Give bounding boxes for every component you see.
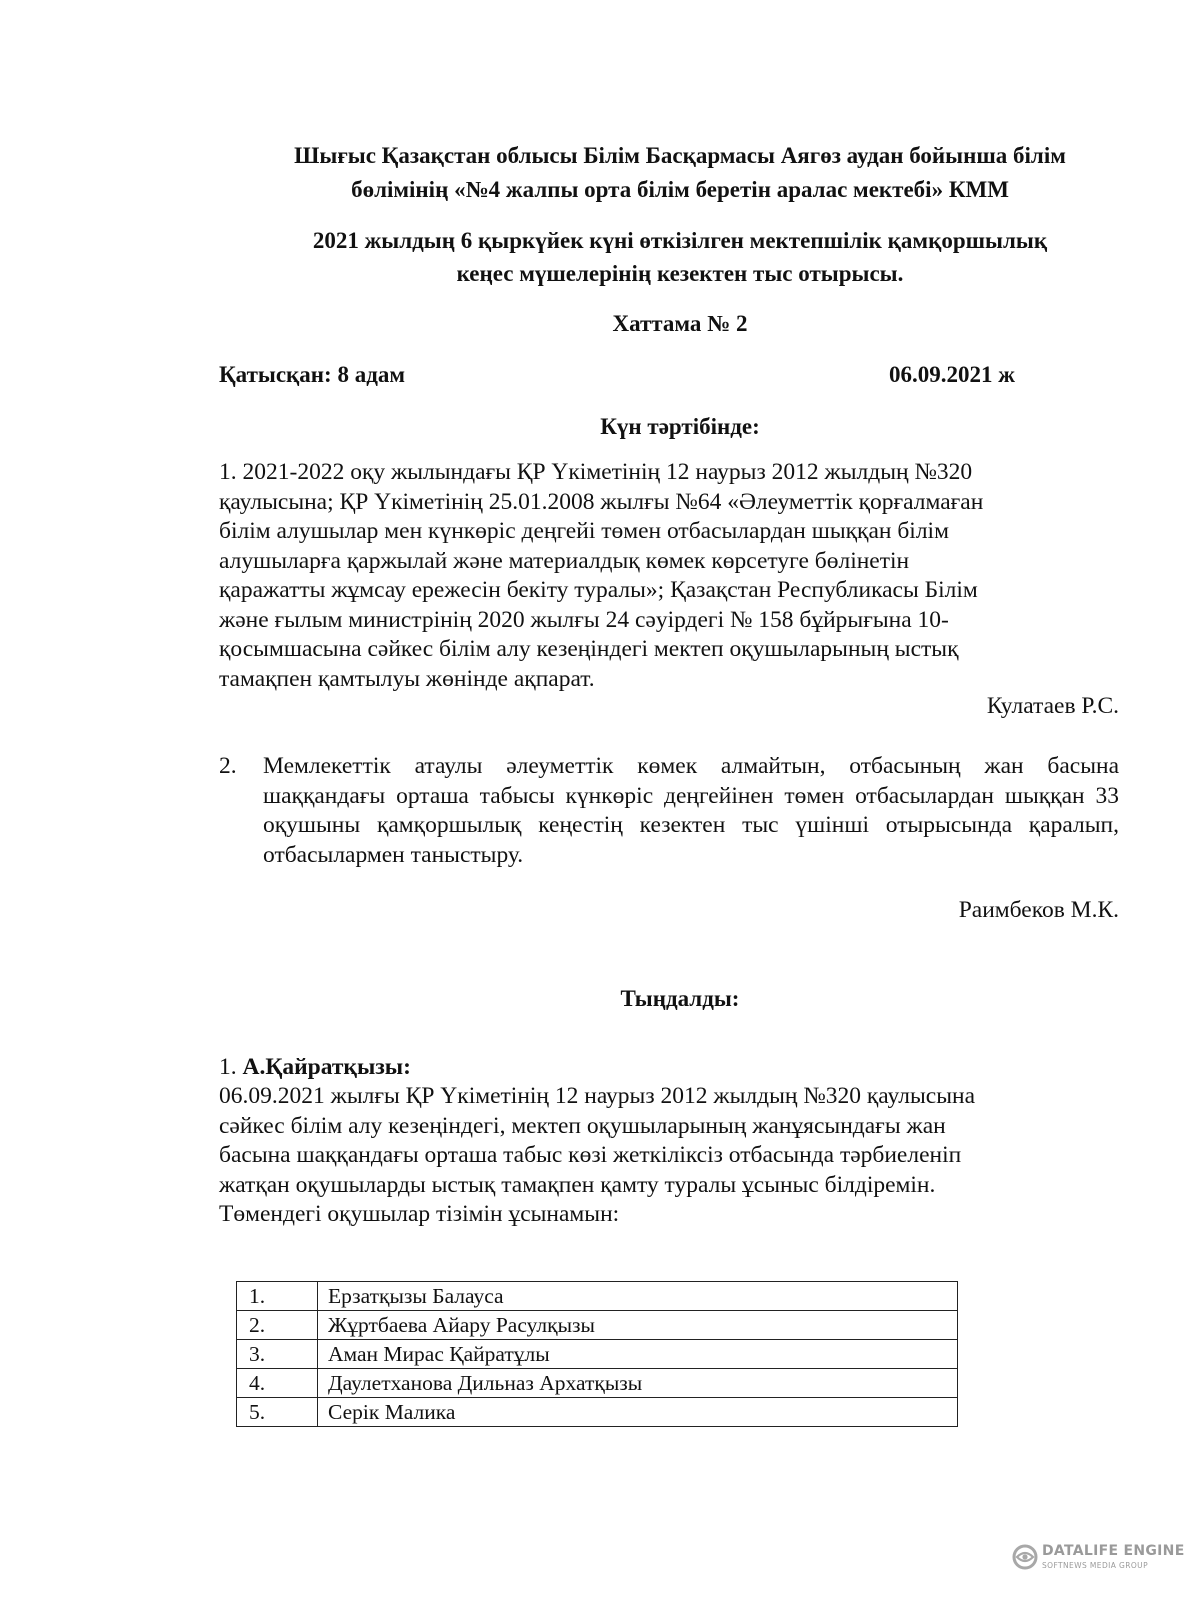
agenda-item-1-line: білім алушылар мен күнкөріс деңгейі төмен отбасылардан шыққан білім: [219, 518, 949, 544]
table-row: [237, 1340, 958, 1369]
agenda-item-2-number: 2.: [219, 753, 237, 779]
heard-line: басына шаққандағы орташа табыс көзі жеткіліксіз отбасында тәрбиеленіп: [219, 1142, 962, 1168]
heard-statement: [219, 1082, 1119, 1230]
row-number: 1.: [237, 1282, 318, 1311]
meeting-date: 06.09.2021 ж: [889, 362, 1015, 387]
table-row: [237, 1369, 958, 1398]
table-row: [237, 1282, 958, 1311]
agenda-item-2-speaker: Раимбеков М.К.: [958, 897, 1119, 923]
agenda-item-1: [219, 458, 1119, 694]
student-name: Серік Малика: [318, 1398, 958, 1427]
table-row: [237, 1311, 958, 1340]
agenda-item-1-speaker: Кулатаев Р.С.: [986, 693, 1119, 719]
eye-logo-icon: [1012, 1544, 1038, 1570]
watermark-subtitle: SOFTNEWS MEDIA GROUP: [1042, 1561, 1148, 1570]
watermark-title: DATALIFE ENGINE: [1042, 1543, 1185, 1559]
meeting-title-line-2: кеңес мүшелерінің кезектен тыс отырысы.: [456, 261, 904, 286]
org-title-line-2: бөлімінің «№4 жалпы орта білім беретін аралас мектебі» КММ: [351, 177, 1009, 202]
student-name: Аман Мирас Қайратұлы: [318, 1340, 958, 1369]
agenda-item-2-text: Мемлекеттік атаулы әлеуметтік көмек алмайтын, отбасының жан басына шаққандағы орташа табысы күнкөріс деңгейінен төмен отбасылардан шыққан 33 оқушыны қамқоршылық кеңестің кезектен тыс үшінші отырысында қаралып, отбасылармен таныстыру.: [263, 753, 1119, 868]
heard-line: Төмендегі оқушылар тізімін ұсынамын:: [219, 1201, 620, 1227]
meeting-title-line-1: 2021 жылдың 6 қыркүйек күні өткізілген мектепшілік қамқоршылық: [312, 228, 1048, 253]
table-row: [237, 1398, 958, 1427]
heard-line: жатқан оқушыларды ыстық тамақпен қамту туралы ұсыныс білдіремін.: [219, 1171, 936, 1198]
agenda-item-1-line: 1. 2021-2022 оқу жылындағы ҚР Үкіметінің 12 наурыз 2012 жылдың №320: [219, 459, 973, 485]
agenda-item-1-line: алушыларға қаржылай және материалдық көмек көрсетуге бөлінетін: [219, 547, 910, 574]
org-title-line-1: Шығыс Қазақстан облысы Білім Басқармасы Аягөз аудан бойынша білім: [294, 143, 1066, 168]
agenda-item-1-line: тамақпен қамтылуы жөнінде ақпарат.: [219, 665, 595, 692]
agenda-item-1-line: қаражатты жұмсау ережесін бекіту туралы»; Қазақстан Республикасы Білім: [219, 577, 978, 603]
student-name: Даулетханова Дильназ Архатқызы: [318, 1369, 958, 1398]
row-number: 3.: [237, 1340, 318, 1369]
heard-line: сәйкес білім алу кезеңіндегі, мектеп оқушыларының жанұясындағы жан: [219, 1112, 946, 1139]
row-number: 2.: [237, 1311, 318, 1340]
student-name: Ерзатқызы Балауса: [318, 1282, 958, 1311]
heard-title: Тыңдалды:: [620, 986, 740, 1011]
heard-speaker-name: А.Қайратқызы:: [242, 1054, 411, 1080]
heard-line: 06.09.2021 жылғы ҚР Үкіметінің 12 наурыз 2012 жылдың №320 қаулысына: [219, 1083, 975, 1109]
protocol-title: Хаттама № 2: [612, 311, 748, 336]
row-number: 4.: [237, 1369, 318, 1398]
agenda-item-1-line: қосымшасына сәйкес білім алу кезеңіндегі мектеп оқушыларының ыстық: [219, 636, 959, 662]
agenda-item-1-line: және ғылым министрінің 2020 жылғы 24 сәуірдегі № 158 бұйрығына 10-: [219, 606, 949, 633]
row-number: 5.: [237, 1398, 318, 1427]
agenda-item-2: [219, 752, 1119, 870]
students-table: [236, 1281, 958, 1427]
heard-speaker-number: 1.: [219, 1054, 237, 1080]
watermark: [1010, 1540, 1190, 1584]
attendance: Қатысқан: 8 адам: [219, 362, 406, 387]
agenda-item-1-line: қаулысына; ҚР Үкіметінің 25.01.2008 жылғы №64 «Әлеуметтік қорғалмаған: [219, 488, 984, 515]
student-name: Жұртбаева Айару Расулқызы: [318, 1311, 958, 1340]
heard-speaker: [219, 1053, 411, 1083]
agenda-title: Күн тәртібінде:: [600, 414, 760, 439]
